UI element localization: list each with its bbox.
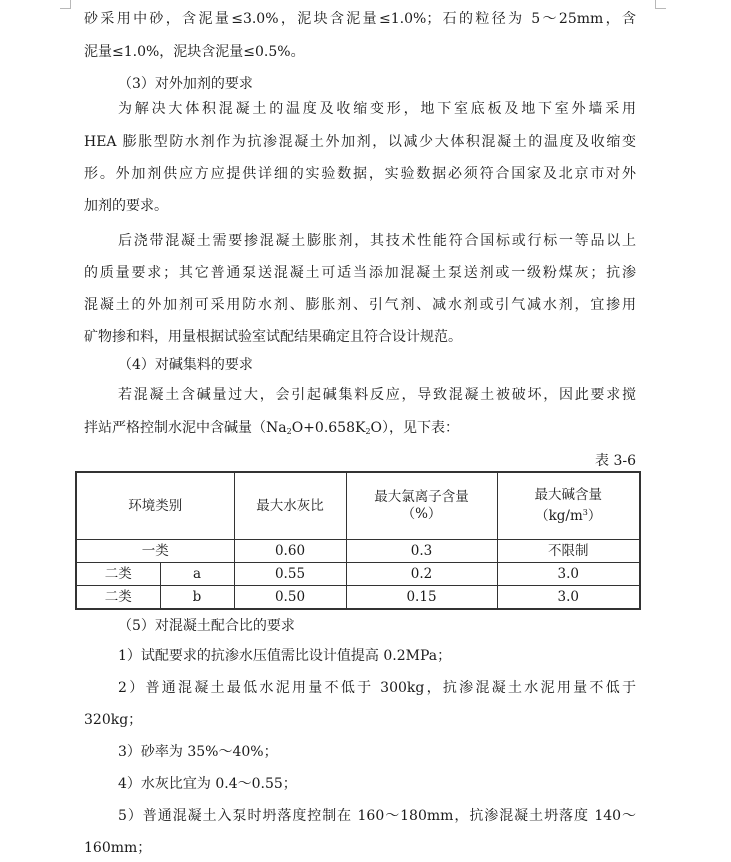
section-heading: （3）对外加剂的要求 [118, 76, 253, 92]
body-text-line: 加剂的要求。 [84, 198, 168, 214]
body-text-line: 的质量要求；其它普通泵送混凝土可适当添加混凝土泵送剂或一级粉煤灰；抗渗 [84, 265, 636, 281]
header-alkali-line1: 最大碱含量 [534, 487, 602, 503]
text-run: O），见下表： [370, 420, 460, 436]
list-item: 2）普通混凝土最低水泥用量不低于 300kg，抗渗混凝土水泥用量不低于 [118, 680, 636, 696]
body-text-line: 泥量≤1.0%，泥块含泥量≤0.5%。 [84, 44, 305, 60]
section-heading: （4）对碱集料的要求 [118, 357, 253, 373]
cell-chloride: 0.15 [346, 586, 497, 610]
cell-env-sub: b [160, 586, 234, 610]
list-item-continuation: 160mm； [84, 840, 152, 856]
body-text-line: 形。外加剂供应方应提供详细的实验数据，实验数据必须符合国家及北京市对外 [84, 166, 636, 182]
body-text-line: 砂采用中砂，含泥量≤3.0%，泥块含泥量≤1.0%；石的粒径为 5～25mm，含 [84, 11, 636, 27]
body-text-line: 矿物掺和料，用量根据试验室试配结果确定且符合设计规范。 [84, 329, 462, 345]
body-text-line: 混凝土的外加剂可采用防水剂、膨胀剂、引气剂、减水剂或引气减水剂，宜掺用 [84, 297, 636, 313]
cell-water-cement: 0.50 [234, 586, 346, 610]
cell-chloride: 0.3 [346, 540, 497, 563]
header-alkali-unit-prefix: （kg/m [535, 508, 583, 524]
cell-alkali: 3.0 [497, 563, 640, 586]
text-run: O+0.658K [291, 420, 366, 436]
header-env: 环境类别 [76, 472, 234, 540]
cell-env: 二类 [76, 586, 160, 610]
header-alkali [497, 472, 640, 540]
cell-water-cement: 0.55 [234, 563, 346, 586]
alkali-limit-table [75, 471, 641, 610]
cell-env-sub: a [160, 563, 234, 586]
header-chloride-line2: （%） [401, 506, 442, 522]
body-text-line-formula [84, 418, 636, 438]
table-caption: 表 3-6 [595, 453, 636, 469]
list-item: 1）试配要求的抗渗水压值需比设计值提高 0.2MPa； [118, 648, 452, 664]
table-row [76, 586, 640, 610]
cell-alkali: 3.0 [497, 586, 640, 610]
list-item-continuation: 320kg； [84, 712, 143, 728]
section-heading: （5）对混凝土配合比的要求 [118, 618, 295, 634]
header-alkali-unit [535, 508, 601, 524]
table-header-row [76, 472, 640, 540]
cell-alkali: 不限制 [497, 540, 640, 563]
cell-water-cement: 0.60 [234, 540, 346, 563]
text-run: 拌站严格控制水泥中含碱量（Na [84, 420, 287, 436]
table-row [76, 563, 640, 586]
cell-env: 二类 [76, 563, 160, 586]
header-chloride [346, 472, 497, 540]
header-alkali-unit-suffix: ） [587, 508, 602, 524]
header-water-cement: 最大水灰比 [234, 472, 346, 540]
body-text-line: 若混凝土含碱量过大，会引起碱集料反应，导致混凝土被破坏，因此要求搅 [118, 387, 636, 403]
table-row [76, 540, 640, 563]
list-item: 3）砂率为 35%～40%； [118, 744, 278, 760]
subscript: 2 [286, 427, 292, 436]
page-corner-mark-left [60, 0, 71, 9]
body-text-line: HEA 膨胀型防水剂作为抗渗混凝土外加剂，以减少大体积混凝土的温度及收缩变 [84, 134, 636, 150]
list-item: 5）普通混凝土入泵时坍落度控制在 160～180mm，抗渗混凝土坍落度 140～ [118, 808, 636, 824]
cell-chloride: 0.2 [346, 563, 497, 586]
body-text-line: 后浇带混凝土需要掺混凝土膨胀剂，其技术性能符合国标或行标一等品以上 [118, 233, 636, 249]
page-corner-mark-right [655, 0, 666, 9]
superscript: 3 [582, 508, 588, 517]
list-item: 4）水灰比宜为 0.4～0.55； [118, 776, 297, 792]
header-chloride-line1: 最大氯离子含量 [374, 489, 469, 505]
subscript: 2 [365, 427, 371, 436]
body-text-line: 为解决大体积混凝土的温度及收缩变形，地下室底板及地下室外墙采用 [118, 101, 636, 117]
cell-env: 一类 [76, 540, 234, 563]
